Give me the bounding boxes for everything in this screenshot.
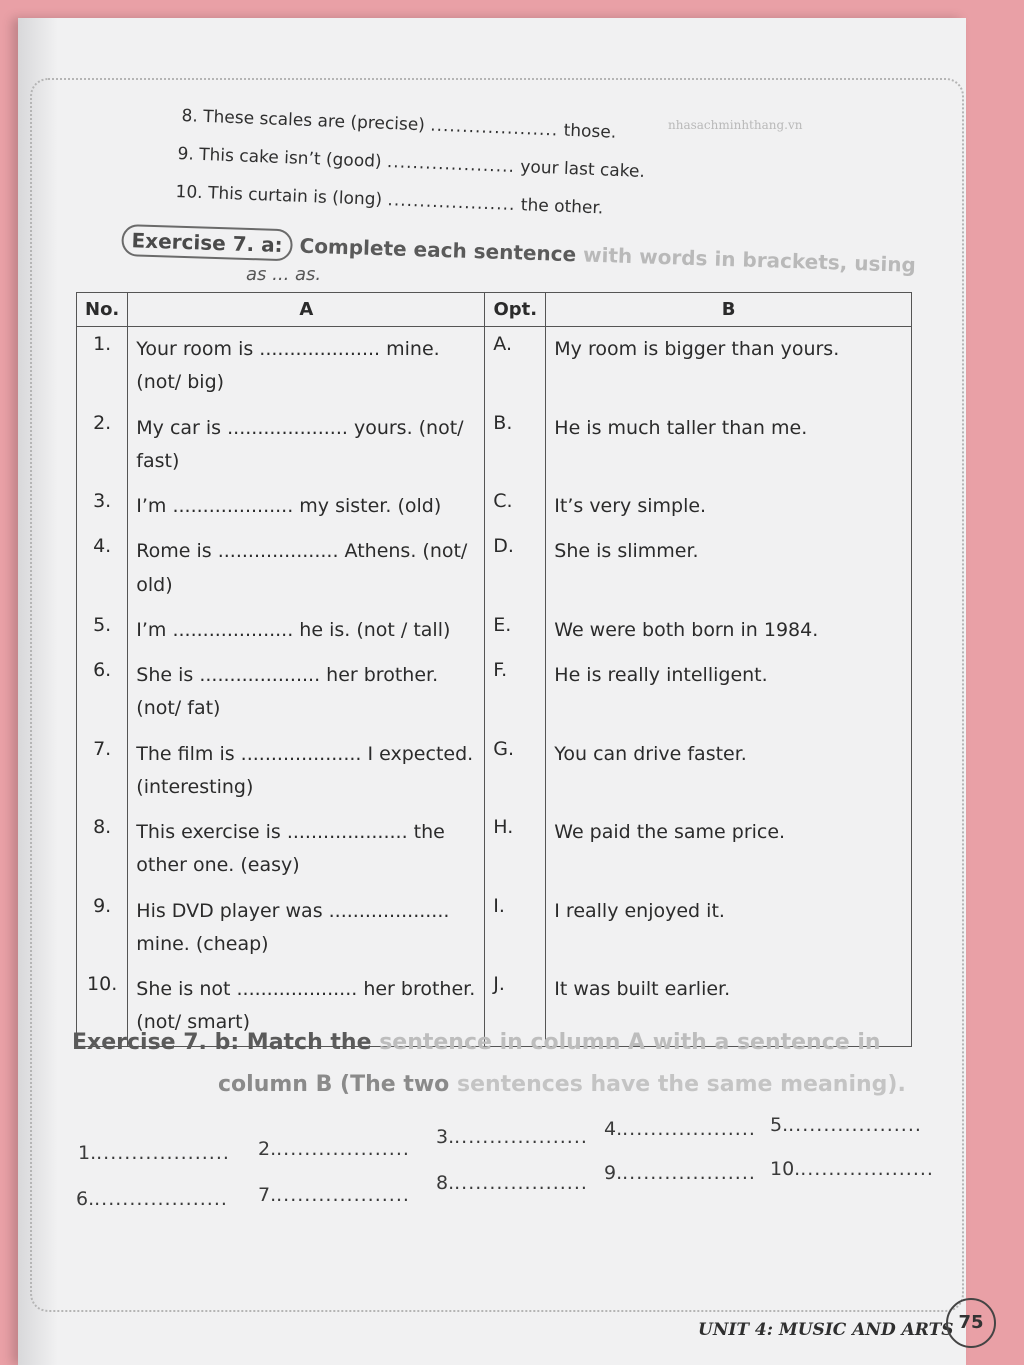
answer-blank[interactable]: 5.................... <box>770 1114 922 1136</box>
answer-blank[interactable]: 1.................... <box>78 1142 230 1164</box>
exercise-7a-subtitle: as ... as. <box>246 264 322 285</box>
answer-blank[interactable]: 7.................... <box>258 1184 410 1206</box>
table-row: 9. His DVD player was .................... mine. (cheap) I. I really enjoyed it. <box>77 889 912 968</box>
answer-blank[interactable]: 2.................... <box>258 1138 410 1160</box>
page-number: 75 <box>946 1298 996 1348</box>
top-item: 8. These scales are (precise) .................... those. <box>181 106 617 143</box>
table-row: 10. She is not .................... her brother. (not/ smart) J. It was built earlier. <box>77 967 912 1046</box>
answer-blank[interactable]: 10.................... <box>770 1158 934 1180</box>
table-row: 8. This exercise is .................... the other one. (easy) H. We paid the same price. <box>77 810 912 889</box>
unit-footer: UNIT 4: MUSIC AND ARTS <box>698 1320 954 1340</box>
watermark: nhasachminhthang.vn <box>668 118 803 132</box>
table-row: 4. Rome is .................... Athens. (not/ old) D. She is slimmer. <box>77 529 912 608</box>
col-header-opt: Opt. <box>485 293 546 327</box>
answer-blank[interactable]: 8.................... <box>436 1172 588 1194</box>
table-row: 5. I’m .................... he is. (not / tall) E. We were both born in 1984. <box>77 608 912 653</box>
col-header-b: B <box>546 293 912 327</box>
table-row: 3. I’m .................... my sister. (old) C. It’s very simple. <box>77 484 912 529</box>
col-header-a: A <box>128 293 485 327</box>
answer-blank[interactable]: 3.................... <box>436 1126 588 1148</box>
exercise-7b-title: Exercise 7. b: Match the sentence in column A with a sentence in <box>72 1030 881 1055</box>
top-item: 9. This cake isn’t (good) .................... your last cake. <box>177 144 646 182</box>
answer-blank[interactable]: 4.................... <box>604 1118 756 1140</box>
col-header-no: No. <box>77 293 128 327</box>
answer-blank[interactable]: 6.................... <box>76 1188 228 1210</box>
table-row: 1. Your room is .................... mine. (not/ big) A. My room is bigger than yours. <box>77 327 912 406</box>
table-row: 2. My car is .................... yours. (not/ fast) B. He is much taller than me. <box>77 406 912 485</box>
top-item: 10. This curtain is (long) .................... the other. <box>175 182 604 219</box>
exercise-7a-title: Exercise 7. a: Complete each sentence with words in brackets, using <box>121 228 916 277</box>
answer-blank[interactable]: 9.................... <box>604 1162 756 1184</box>
matching-table <box>76 292 912 1047</box>
exercise-7b-subtitle: column B (The two sentences have the same meaning). <box>218 1072 906 1097</box>
table-row: 6. She is .................... her brother. (not/ fat) F. He is really intelligent. <box>77 653 912 732</box>
table-row: 7. The film is .................... I expected. (interesting) G. You can drive faster. <box>77 732 912 811</box>
